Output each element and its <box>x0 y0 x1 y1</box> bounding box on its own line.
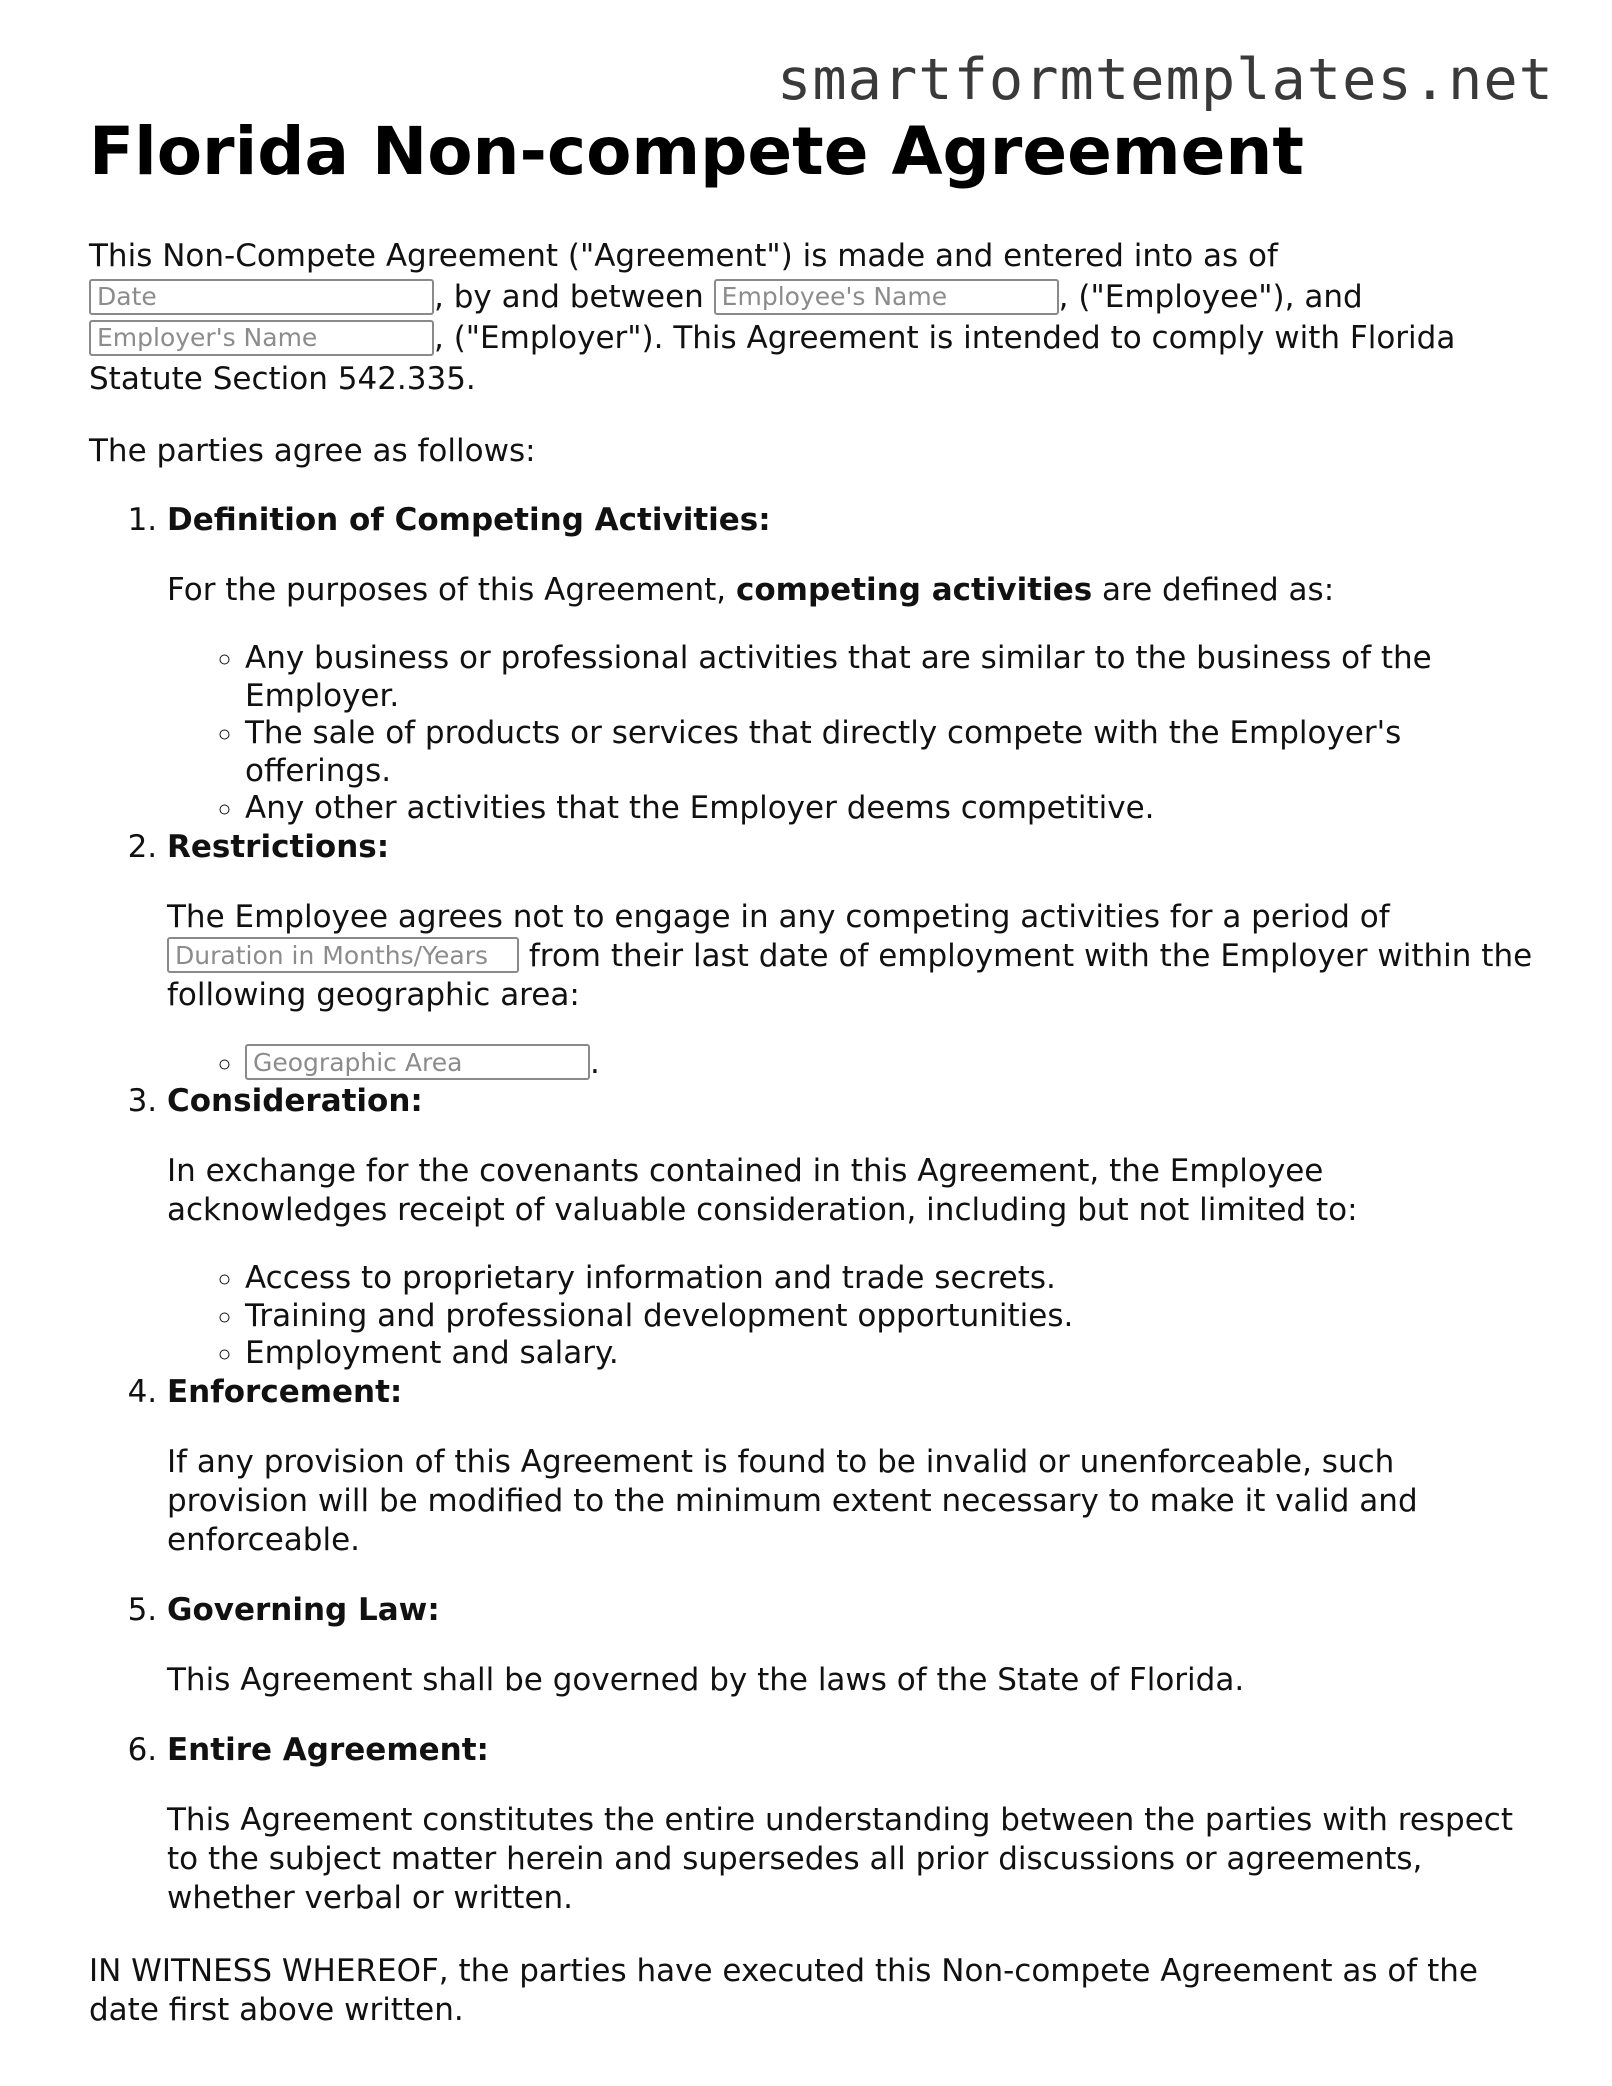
section-heading: Restrictions: <box>167 828 390 865</box>
list-item <box>245 1045 1539 1083</box>
section-paragraph: This Agreement shall be governed by the laws of the State of Florida. <box>167 1661 1245 1698</box>
intro-paragraph <box>89 236 1539 400</box>
duration-input[interactable] <box>167 937 519 973</box>
sections-list <box>89 501 1539 1918</box>
section-paragraph: In exchange for the covenants contained in this Agreement, the Employee acknowledges receipt of valuable consideration, including but not limited to: <box>167 1153 1358 1228</box>
list-item: ◦ Any business or professional activities that are similar to the business of the Employer. <box>245 640 1539 715</box>
section-text: from their last date of employment with the Employer within the following geographic area: <box>167 937 1533 1013</box>
section-heading: Governing Law: <box>167 1591 440 1628</box>
list-item: ◦ Training and professional development opportunities. <box>245 1298 1539 1336</box>
section-paragraph: If any provision of this Agreement is found to be invalid or unenforceable, such provision will be modified to the minimum extent necessary to make it valid and enforceable. <box>167 1443 1418 1558</box>
section-text: are defined as: <box>1102 572 1335 608</box>
section-paragraph <box>167 571 1539 610</box>
geographic-area-input[interactable] <box>245 1044 590 1080</box>
section-heading: Definition of Competing Activities: <box>167 502 771 538</box>
section-heading: Enforcement: <box>167 1373 403 1410</box>
section-enforcement <box>167 1373 1539 1591</box>
page-title: Florida Non-compete Agreement <box>89 113 1304 190</box>
intro-text-1: This Non-Compete Agreement ("Agreement") is made and entered into as of <box>89 238 1278 274</box>
section-text: The Employee agrees not to engage in any competing activities for a period of <box>167 898 1390 935</box>
section-heading: Consideration: <box>167 1083 423 1119</box>
section-entire-agreement <box>167 1731 1539 1918</box>
section-text: For the purposes of this Agreement, <box>167 572 727 608</box>
section-competing-activities <box>167 501 1539 828</box>
intro-text-3: , ("Employee"), and <box>1058 279 1363 315</box>
section-governing-law <box>167 1591 1539 1731</box>
section-consideration <box>167 1082 1539 1373</box>
list-item: ◦ Employment and salary. <box>245 1335 1539 1373</box>
bullet-list <box>167 640 1539 828</box>
date-input[interactable] <box>89 279 434 315</box>
section-restrictions <box>167 828 1539 1083</box>
intro-text-4: , ("Employer"). This Agreement is intended to comply with Florida Statute Section 542.335. <box>89 320 1456 397</box>
section-paragraph: This Agreement constitutes the entire understanding between the parties with respect to the subject matter herein and supersedes all prior discussions or agreements, whether verbal or written. <box>167 1801 1514 1916</box>
section-paragraph <box>167 898 1539 1015</box>
list-item: ◦ The sale of products or services that directly compete with the Employer's offerings. <box>245 715 1539 790</box>
watermark: smartformtemplates.net <box>777 47 1554 113</box>
document-page <box>89 112 1539 2030</box>
agree-text: The parties agree as follows: <box>89 433 536 469</box>
intro-text-2: , by and between <box>434 279 704 315</box>
employee-name-input[interactable] <box>714 279 1059 315</box>
bullet-list <box>167 1260 1539 1373</box>
bullet-list <box>167 1045 1539 1083</box>
list-item: ◦ Access to proprietary information and trade secrets. <box>245 1260 1539 1298</box>
section-heading: Entire Agreement: <box>167 1731 489 1768</box>
closing-paragraph: IN WITNESS WHEREOF, the parties have executed this Non-compete Agreement as of the date first above written. <box>89 1952 1478 2028</box>
competing-activities-term: competing activities <box>736 572 1093 608</box>
section-text: . <box>590 1044 600 1081</box>
list-item: ◦ Any other activities that the Employer deems competitive. <box>245 790 1539 828</box>
employer-name-input[interactable] <box>89 320 434 356</box>
